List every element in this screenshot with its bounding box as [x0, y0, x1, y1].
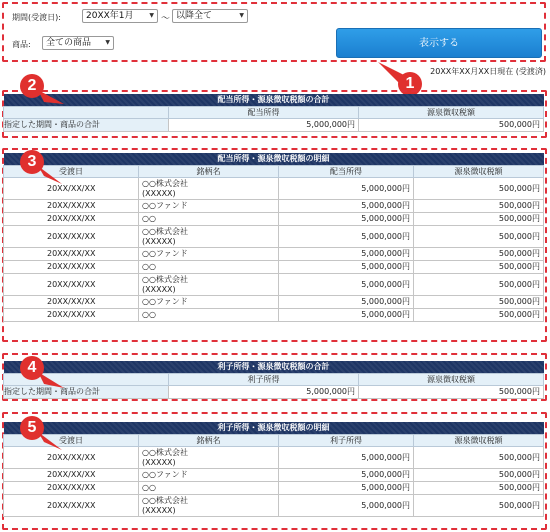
- tax-cell: 500,000円: [414, 212, 544, 225]
- tax-cell: 500,000円: [414, 260, 544, 273]
- name-cell: [139, 177, 279, 199]
- security-name: ○○株式会社: [142, 227, 188, 236]
- filter-section: [6, 6, 543, 61]
- empty-header-cell: [4, 106, 169, 118]
- product-label: 商品:: [12, 40, 31, 49]
- income-cell: 5,000,000円: [279, 481, 414, 494]
- period-label: 期間(受渡日):: [12, 13, 61, 22]
- interest-detail-table: [3, 422, 544, 517]
- security-code: (XXXXX): [142, 237, 176, 246]
- security-name: ○○株式会社: [142, 275, 188, 284]
- chevron-down-icon: ▼: [149, 12, 154, 19]
- table-row: [4, 468, 544, 481]
- name-cell: [139, 494, 279, 516]
- date-cell: 20XX/XX/XX: [4, 494, 139, 516]
- name-cell: [139, 446, 279, 468]
- col-header-name: 銘柄名: [139, 165, 279, 177]
- income-cell: 5,000,000円: [279, 260, 414, 273]
- date-cell: 20XX/XX/XX: [4, 260, 139, 273]
- security-code: (XXXXX): [142, 285, 176, 294]
- tax-cell: 500,000円: [414, 295, 544, 308]
- badge-4: 4: [20, 356, 44, 380]
- table-row: [4, 225, 544, 247]
- security-name: ○○: [142, 262, 156, 271]
- total-row-label: 指定した期間・商品の合計: [4, 385, 169, 398]
- total-tax-value: 500,000円: [359, 118, 544, 131]
- badge-5: 5: [20, 416, 44, 440]
- dividend-detail-rows: [4, 177, 544, 321]
- security-name: ○○ファンド: [142, 470, 188, 479]
- security-name: ○○: [142, 214, 156, 223]
- income-cell: 5,000,000円: [279, 295, 414, 308]
- tax-cell: 500,000円: [414, 468, 544, 481]
- table-row: [4, 481, 544, 494]
- tax-cell: 500,000円: [414, 481, 544, 494]
- date-cell: 20XX/XX/XX: [4, 225, 139, 247]
- tax-cell: 500,000円: [414, 247, 544, 260]
- name-cell: [139, 273, 279, 295]
- col-header-income: 利子所得: [279, 434, 414, 446]
- security-name: ○○ファンド: [142, 297, 188, 306]
- tilde-separator: 〜: [161, 14, 171, 24]
- total-income-value: 5,000,000円: [169, 385, 359, 398]
- date-cell: 20XX/XX/XX: [4, 446, 139, 468]
- security-name: ○○ファンド: [142, 249, 188, 258]
- table-row: [4, 247, 544, 260]
- name-cell: [139, 247, 279, 260]
- badge-1: 1: [398, 72, 422, 96]
- date-cell: 20XX/XX/XX: [4, 481, 139, 494]
- income-cell: 5,000,000円: [279, 494, 414, 516]
- table-row: [4, 308, 544, 321]
- show-button[interactable]: 表示する: [336, 28, 542, 58]
- table-row: [4, 199, 544, 212]
- income-cell: 5,000,000円: [279, 225, 414, 247]
- col-header-income: 配当所得: [169, 106, 359, 118]
- col-header-tax: 源泉徴収税額: [414, 165, 544, 177]
- dividend-summary-title: 配当所得・源泉徴収税額の合計: [4, 94, 544, 106]
- pointer-arrow-4: [38, 372, 68, 394]
- chevron-down-icon: ▼: [105, 39, 110, 46]
- as-of-date: 20XX年XX月XX日現在 (受渡済): [430, 67, 546, 76]
- table-row: [4, 494, 544, 516]
- security-name: ○○: [142, 483, 156, 492]
- date-cell: 20XX/XX/XX: [4, 308, 139, 321]
- product-value: 全ての商品: [46, 38, 92, 48]
- product-select[interactable]: [42, 36, 114, 50]
- interest-summary-table: [3, 361, 544, 399]
- dividend-detail-title: 配当所得・源泉徴収税額の明細: [4, 153, 544, 165]
- table-row: [4, 446, 544, 468]
- income-cell: 5,000,000円: [279, 273, 414, 295]
- col-header-tax: 源泉徴収税額: [359, 373, 544, 385]
- col-header-date: 受渡日: [4, 434, 139, 446]
- date-cell: 20XX/XX/XX: [4, 212, 139, 225]
- income-cell: 5,000,000円: [279, 247, 414, 260]
- tax-cell: 500,000円: [414, 494, 544, 516]
- income-cell: 5,000,000円: [279, 308, 414, 321]
- name-cell: [139, 260, 279, 273]
- period-from-select[interactable]: [82, 9, 158, 23]
- col-header-income: 利子所得: [169, 373, 359, 385]
- total-tax-value: 500,000円: [359, 385, 544, 398]
- income-cell: 5,000,000円: [279, 468, 414, 481]
- tax-cell: 500,000円: [414, 199, 544, 212]
- name-cell: [139, 308, 279, 321]
- col-header-tax: 源泉徴収税額: [414, 434, 544, 446]
- security-name: ○○ファンド: [142, 201, 188, 210]
- tax-cell: 500,000円: [414, 225, 544, 247]
- chevron-down-icon: ▼: [239, 12, 244, 19]
- interest-detail-rows: [4, 446, 544, 516]
- period-from-value: 20XX年1月: [86, 11, 134, 21]
- date-cell: 20XX/XX/XX: [4, 295, 139, 308]
- interest-detail-title: 利子所得・源泉徴収税額の明細: [4, 422, 544, 434]
- total-row-label: 指定した期間・商品の合計: [4, 118, 169, 131]
- name-cell: [139, 212, 279, 225]
- name-cell: [139, 225, 279, 247]
- pointer-arrow-5: [38, 432, 68, 456]
- income-cell: 5,000,000円: [279, 212, 414, 225]
- col-header-tax: 源泉徴収税額: [359, 106, 544, 118]
- security-name: ○○株式会社: [142, 448, 188, 457]
- name-cell: [139, 295, 279, 308]
- date-cell: 20XX/XX/XX: [4, 247, 139, 260]
- security-name: ○○: [142, 310, 156, 319]
- date-cell: 20XX/XX/XX: [4, 199, 139, 212]
- dividend-detail-table: [3, 153, 544, 322]
- table-row: [4, 177, 544, 199]
- date-cell: 20XX/XX/XX: [4, 177, 139, 199]
- date-cell: 20XX/XX/XX: [4, 273, 139, 295]
- security-code: (XXXXX): [142, 189, 176, 198]
- tax-cell: 500,000円: [414, 308, 544, 321]
- col-header-income: 配当所得: [279, 165, 414, 177]
- table-row: [4, 212, 544, 225]
- col-header-date: 受渡日: [4, 165, 139, 177]
- tax-cell: 500,000円: [414, 446, 544, 468]
- security-code: (XXXXX): [142, 506, 176, 515]
- pointer-arrow-3: [38, 166, 68, 190]
- tax-cell: 500,000円: [414, 177, 544, 199]
- security-code: (XXXXX): [142, 458, 176, 467]
- dividend-summary-table: [3, 94, 544, 132]
- security-name: ○○株式会社: [142, 179, 188, 188]
- period-to-select[interactable]: [172, 9, 248, 23]
- income-cell: 5,000,000円: [279, 199, 414, 212]
- table-row: [4, 295, 544, 308]
- pointer-arrow-2: [38, 90, 68, 110]
- badge-3: 3: [20, 150, 44, 174]
- period-to-value: 以降全て: [176, 11, 213, 21]
- table-row: [4, 260, 544, 273]
- name-cell: [139, 199, 279, 212]
- total-income-value: 5,000,000円: [169, 118, 359, 131]
- badge-2: 2: [20, 74, 44, 98]
- name-cell: [139, 481, 279, 494]
- date-cell: 20XX/XX/XX: [4, 468, 139, 481]
- income-cell: 5,000,000円: [279, 177, 414, 199]
- interest-summary-title: 利子所得・源泉徴収税額の合計: [4, 361, 544, 373]
- col-header-name: 銘柄名: [139, 434, 279, 446]
- security-name: ○○株式会社: [142, 496, 188, 505]
- tax-cell: 500,000円: [414, 273, 544, 295]
- name-cell: [139, 468, 279, 481]
- table-row: [4, 273, 544, 295]
- income-cell: 5,000,000円: [279, 446, 414, 468]
